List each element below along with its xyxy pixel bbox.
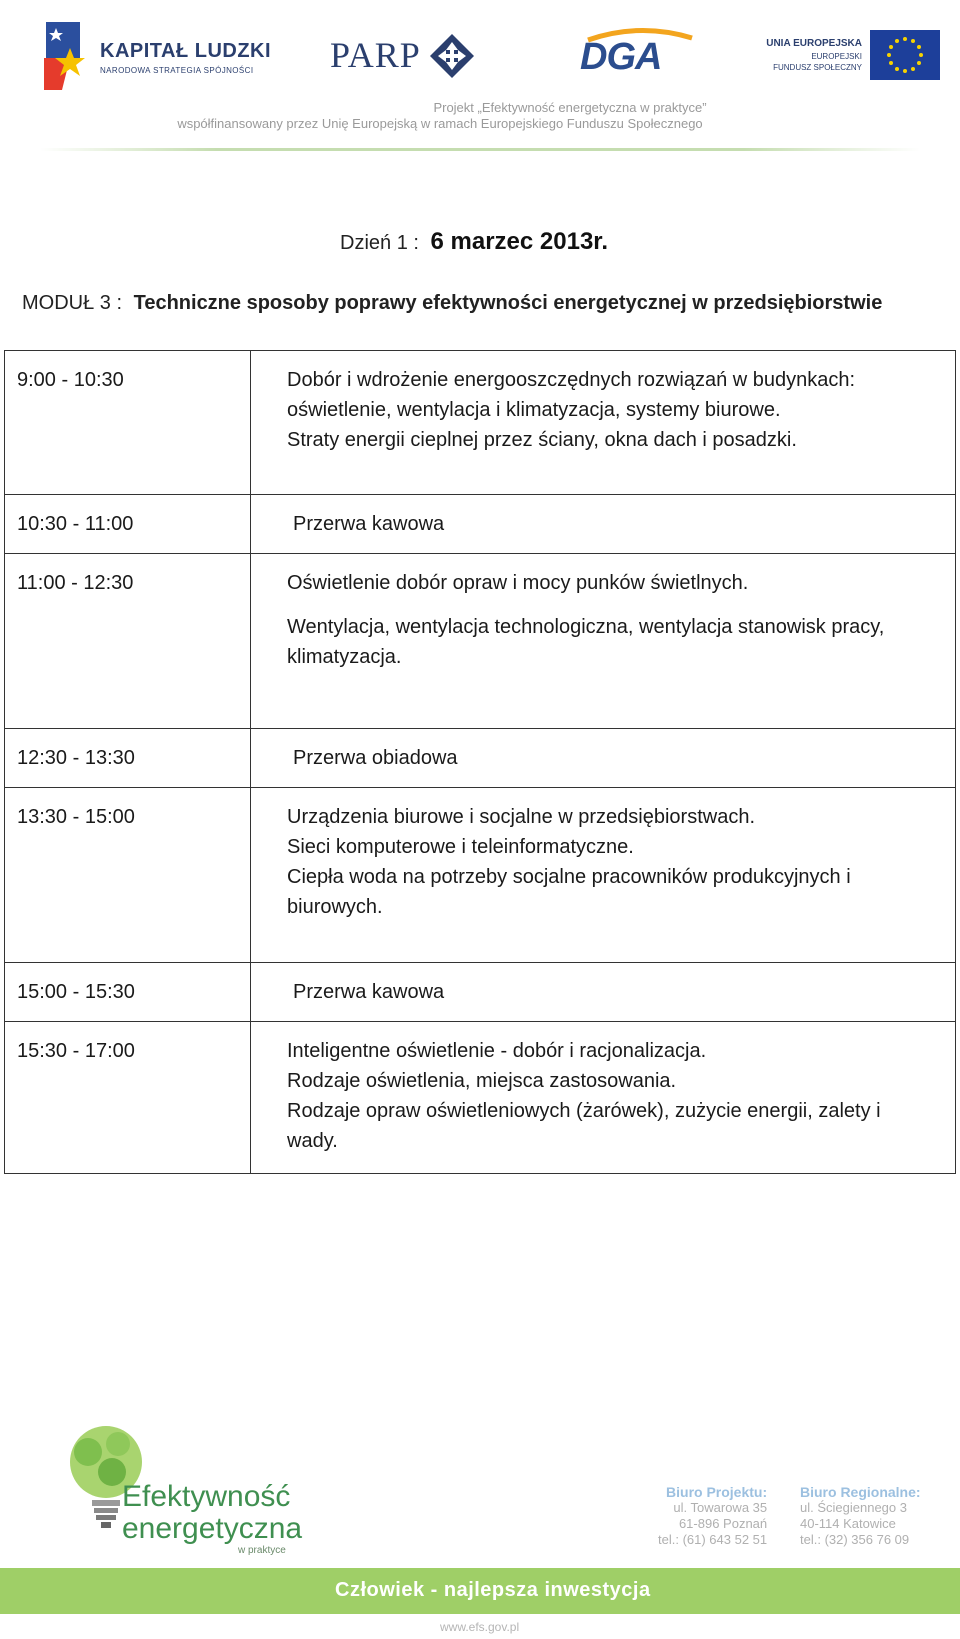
efficiency-logo-line-3: w praktyce: [238, 1545, 286, 1556]
project-office-phone: tel.: (61) 643 52 51: [658, 1532, 768, 1547]
day-heading: [340, 228, 608, 256]
session-time: 11:00 - 12:30: [5, 554, 251, 729]
project-office-city: 61-896 Poznań: [678, 1516, 768, 1531]
schedule-row: [5, 729, 956, 788]
session-line: Straty energii cieplnej przez ściany, okna dach i posadzki.: [287, 429, 797, 451]
eu-logo: [740, 30, 940, 82]
session-description: [251, 788, 956, 963]
efficiency-logo-line-1: Efektywność: [122, 1480, 291, 1513]
parp-logo: [330, 32, 480, 82]
day-date: 6 marzec 2013r.: [430, 228, 608, 255]
eu-line-3: FUNDUSZ SPOŁECZNY: [773, 63, 862, 72]
session-time: 13:30 - 15:00: [5, 788, 251, 963]
session-line: Przerwa kawowa: [293, 981, 445, 1003]
session-line: Przerwa kawowa: [293, 513, 445, 535]
kapital-ludzki-logo: [40, 18, 280, 94]
schedule-row: [5, 495, 956, 554]
regional-office-address: [800, 1484, 921, 1548]
session-time: 10:30 - 11:00: [5, 495, 251, 554]
session-description: [251, 351, 956, 495]
project-office-heading: Biuro Projektu:: [666, 1484, 768, 1500]
session-line: Przerwa obiadowa: [293, 747, 458, 769]
session-description: [251, 729, 956, 788]
parp-arrows-icon: [428, 32, 476, 80]
regional-office-heading: Biuro Regionalne:: [800, 1484, 921, 1500]
footer-banner-slogan: Człowiek - najlepsza inwestycja: [335, 1579, 651, 1601]
session-description: [251, 1022, 956, 1174]
regional-office-phone: tel.: (32) 356 76 09: [800, 1532, 910, 1547]
regional-office-street: ul. Ściegiennego 3: [800, 1500, 907, 1515]
project-office-street: ul. Towarowa 35: [673, 1500, 768, 1515]
project-office-address: [658, 1484, 767, 1548]
eu-line-2: EUROPEJSKI: [811, 52, 862, 61]
page-header: [0, 0, 960, 160]
session-line: Urządzenia biurowe i socjalne w przedsiębiorstwach.: [287, 806, 755, 828]
efficiency-logo-line-2: energetyczna: [122, 1512, 303, 1545]
dga-text: DGA: [580, 36, 662, 78]
session-description: [251, 554, 956, 729]
dga-logo: [580, 26, 700, 86]
session-line: Sieci komputerowe i teleinformatyczne.: [287, 836, 634, 858]
day-label: Dzień 1 :: [340, 232, 419, 254]
session-line: Dobór i wdrożenie energooszczędnych rozwiązań w budynkach: oświetlenie, wentylacja i klimatyzacja, systemy biurowe.: [287, 369, 856, 421]
schedule-row: [5, 554, 956, 729]
schedule-table: [4, 350, 956, 1174]
session-description: [251, 495, 956, 554]
session-description: [251, 963, 956, 1022]
footer-banner: [0, 1568, 960, 1614]
session-line: Wentylacja, wentylacja technologiczna, wentylacja stanowisk pracy, klimatyzacja.: [287, 616, 885, 668]
module-title: Techniczne sposoby poprawy efektywności energetycznej w przedsiębiorstwie: [133, 292, 883, 314]
module-label: MODUŁ 3 :: [22, 292, 123, 314]
kapital-ludzki-subtitle: NARODOWA STRATEGIA SPÓJNOŚCI: [100, 66, 254, 75]
project-cofinancing: współfinansowany przez Unię Europejską w ramach Europejskiego Funduszu Społecznego: [177, 116, 703, 131]
project-title: Projekt „Efektywność energetyczna w praktyce”: [433, 100, 707, 115]
kapital-ludzki-emblem-icon: [40, 18, 100, 94]
schedule-row: [5, 963, 956, 1022]
schedule-row: [5, 1022, 956, 1174]
regional-office-city: 40-114 Katowice: [800, 1516, 896, 1531]
kapital-ludzki-title: KAPITAŁ LUDZKI: [100, 40, 272, 62]
session-time: 12:30 - 13:30: [5, 729, 251, 788]
module-heading: [22, 292, 882, 315]
session-line: Rodzaje opraw oświetleniowych (żarówek), zużycie energii, zalety i wady.: [287, 1100, 881, 1152]
footer-website: www.efs.gov.pl: [440, 1620, 520, 1634]
schedule-row: [5, 351, 956, 495]
eu-flag-icon: [870, 30, 940, 80]
session-time: 9:00 - 10:30: [5, 351, 251, 495]
session-line: Inteligentne oświetlenie - dobór i racjonalizacja.: [287, 1040, 707, 1062]
session-line: Ciepła woda na potrzeby socjalne pracowników produkcyjnych i biurowych.: [287, 866, 851, 918]
schedule-row: [5, 788, 956, 963]
parp-text: PARP: [330, 35, 421, 75]
header-divider: [40, 148, 920, 151]
session-line: Rodzaje oświetlenia, miejsca zastosowania.: [287, 1070, 677, 1092]
session-time: 15:00 - 15:30: [5, 963, 251, 1022]
eu-line-1: UNIA EUROPEJSKA: [766, 38, 862, 49]
session-line: Oświetlenie dobór opraw i mocy punków świetlnych.: [287, 572, 749, 594]
session-time: 15:30 - 17:00: [5, 1022, 251, 1174]
